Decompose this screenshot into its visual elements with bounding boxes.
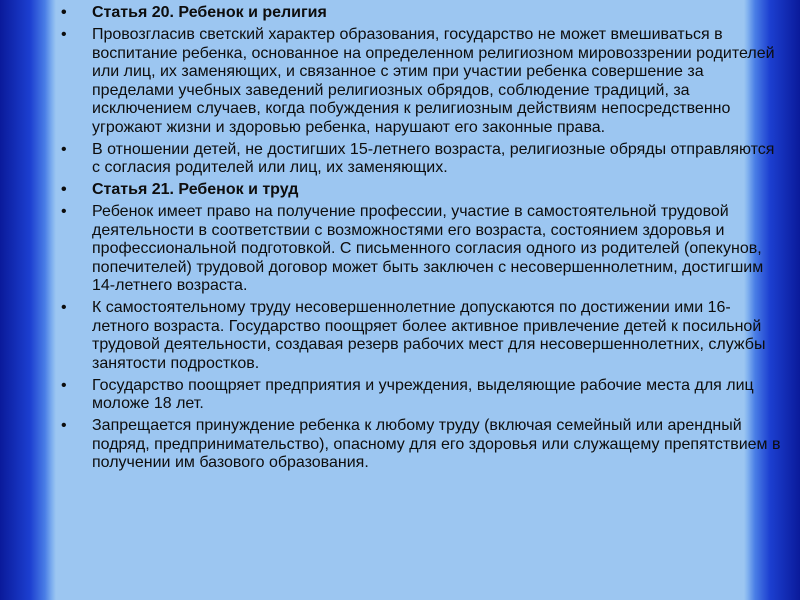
article-20-heading xyxy=(60,4,785,23)
bullet-text: Статья 20. Ребенок и религия xyxy=(92,4,327,21)
bullet-text: Государство поощряет предприятия и учреждения, выделяющие рабочие места для лиц моложе 18 лет. xyxy=(92,376,754,412)
bullet-icon: • xyxy=(61,203,67,220)
bullet-text: В отношении детей, не достигших 15-летнего возраста, религиозные обряды отправляются с согласия родителей или лиц, их заменяющих. xyxy=(92,140,775,176)
bullet-list xyxy=(60,4,785,473)
bullet-icon: • xyxy=(61,299,67,316)
bullet-text: Статья 21. Ребенок и труд xyxy=(92,181,299,198)
bullet-icon: • xyxy=(61,140,67,158)
list-item xyxy=(60,203,785,296)
list-item xyxy=(60,377,785,414)
bullet-icon: • xyxy=(61,181,67,198)
list-item xyxy=(60,299,785,373)
bullet-text: Ребенок имеет право на получение профессии, участие в самостоятельной трудовой деятельности в соответствии с возможностями его возраста, состоянием здоровья и профессиональной подготовкой. С письменного согласия одного из родителей (опекунов, попечителей) трудовой договор может быть заключен с несовершеннолетним, достигшим 14-летнего возраста. xyxy=(92,203,764,294)
article-21-heading xyxy=(60,181,785,200)
list-item xyxy=(60,141,785,178)
bullet-icon: • xyxy=(61,26,67,43)
bullet-text: Провозгласив светский характер образования, государство не может вмешиваться в воспитание ребенка, основанное на определенном религиозном мировоззрении родителей или лиц, их заменяющих, и связанное с этим при участии ребенка совершение за пределами учебных заведений религиозных обрядов, соблюдение традиций, за исключением случаев, когда побуждения к религиозным действиям непосредственно угрожают жизни и здоровью ребенка, нарушают его законные права. xyxy=(92,26,775,136)
slide-content xyxy=(60,4,785,596)
bullet-text: К самостоятельному труду несовершеннолетние допускаются по достижении ими 16-летного возраста. Государство поощряет более активное привлечение детей к посильной трудовой деятельности, создавая резерв рабочих мест для несовершеннолетних, службы занятости подростков. xyxy=(92,299,766,372)
bullet-icon: • xyxy=(61,376,67,394)
bullet-text: Запрещается принуждение ребенка к любому труду (включая семейный или арендный подряд, предпринимательство), опасному для его здоровья или служащему препятствием в получении им базового образования. xyxy=(92,417,781,471)
bullet-icon: • xyxy=(61,417,67,434)
list-item xyxy=(60,26,785,137)
list-item xyxy=(60,417,785,473)
bullet-icon: • xyxy=(61,4,67,21)
